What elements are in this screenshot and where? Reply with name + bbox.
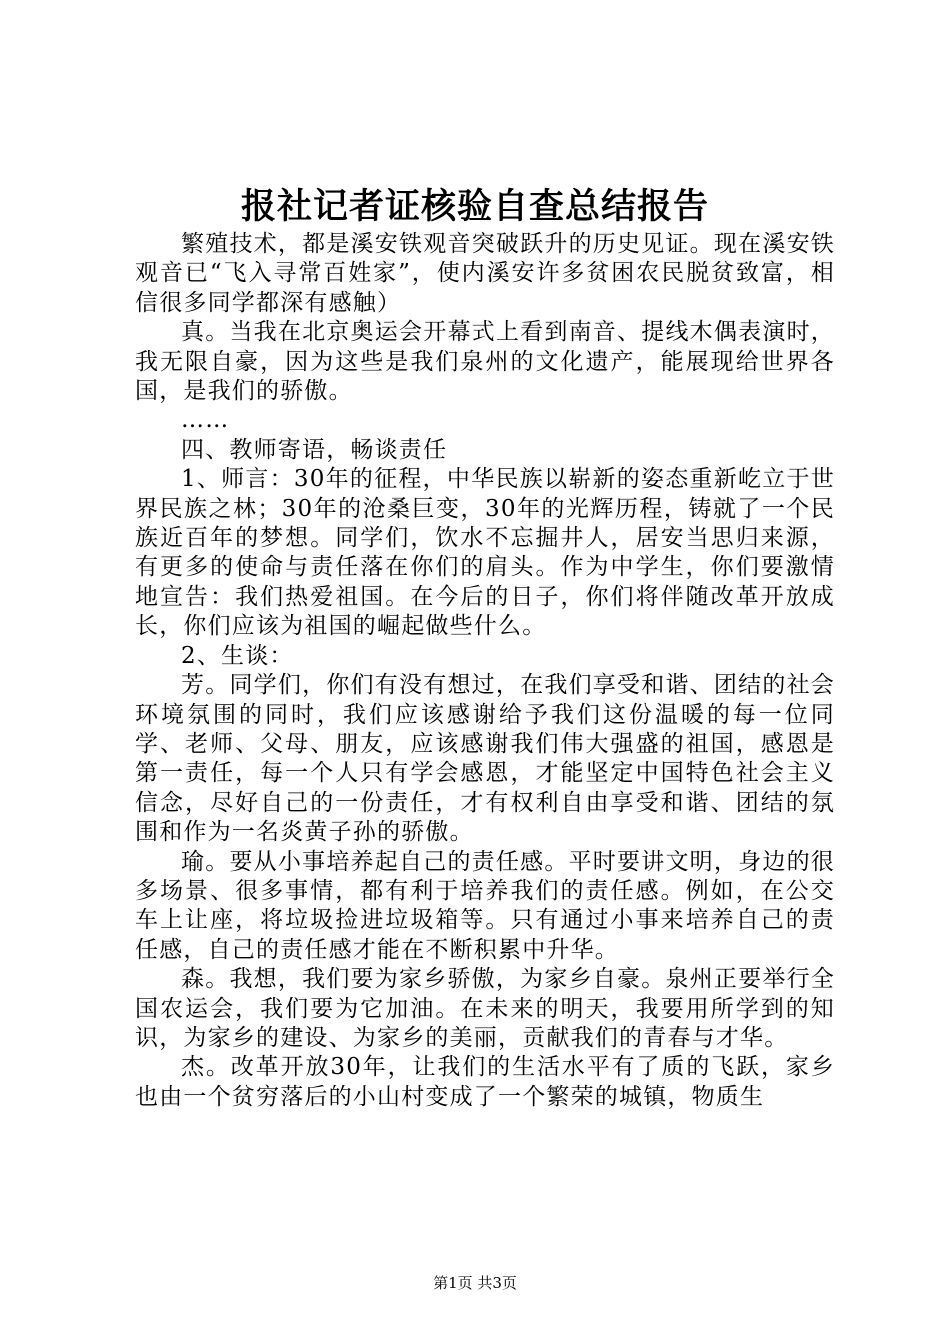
paragraph: 森。我想，我们要为家乡骄傲，为家乡自豪。泉州正要举行全国农运会，我们要为它加油。在未来的明天，我要用所学到的知识，为家乡的建设、为家乡的美丽，贡献我们的青春与才华。 (135, 966, 835, 1051)
paragraph: 杰。改革开放30年，让我们的生活水平有了质的飞跃，家乡也由一个贫穷落后的小山村变成了一个繁荣的城镇，物质生 (135, 1054, 835, 1110)
paragraph: 芳。同学们，你们有没有想过，在我们享受和谐、团结的社会环境氛围的同时，我们应该感谢给予我们这份温暖的每一位同学、老师、父母、朋友，应该感谢我们伟大强盛的祖国，感恩是第一责任，每一个人只有学会感恩，才能坚定中国特色社会主义信念，尽好自己的一份责任，才有权利自由享受和谐、团结的氛围和作为一名炎黄子孙的骄傲。 (135, 672, 835, 846)
paragraph: 真。当我在北京奥运会开幕式上看到南音、提线木偶表演时，我无限自豪，因为这些是我们泉州的文化遗产，能展现给世界各国，是我们的骄傲。 (135, 319, 835, 405)
page-footer: 第1页 共3页 (433, 1274, 517, 1292)
paragraph: 繁殖技术，都是溪安铁观音突破跃升的历史见证。现在溪安铁观音已“飞入寻常百姓家”，使内溪安许多贫困农民脱贫致富，相信很多同学都深有感触） (135, 231, 835, 316)
paragraph-ellipsis: …… (181, 407, 230, 434)
subsection-heading: 2、生谈： (181, 642, 294, 669)
paragraph: 1、师言：30年的征程，中华民族以崭新的姿态重新屹立于世界民族之林；30年的沧桑巨变，30年的光辉历程，铸就了一个民族近百年的梦想。同学们，饮水不忘掘井人，居安当思归来源，有更多的使命与责任落在你们的肩头。作为中学生，你们要激情地宣告：我们热爱祖国。在今后的日子，你们将伴随改革开放成长，你们应该为祖国的崛起做些什么。 (135, 466, 835, 640)
section-heading: 四、教师寄语，畅谈责任 (181, 436, 448, 463)
document-title: 报社记者证核验自查总结报告 (240, 186, 709, 227)
document-body (135, 230, 835, 1112)
paragraph: 瑜。要从小事培养起自己的责任感。平时要讲文明，身边的很多场景、很多事情，都有利于培养我们的责任感。例如，在公交车上让座，将垃圾捡进垃圾箱等。只有通过小事来培养自己的责任感，自己的责任感才能在不断积累中升华。 (135, 848, 835, 963)
